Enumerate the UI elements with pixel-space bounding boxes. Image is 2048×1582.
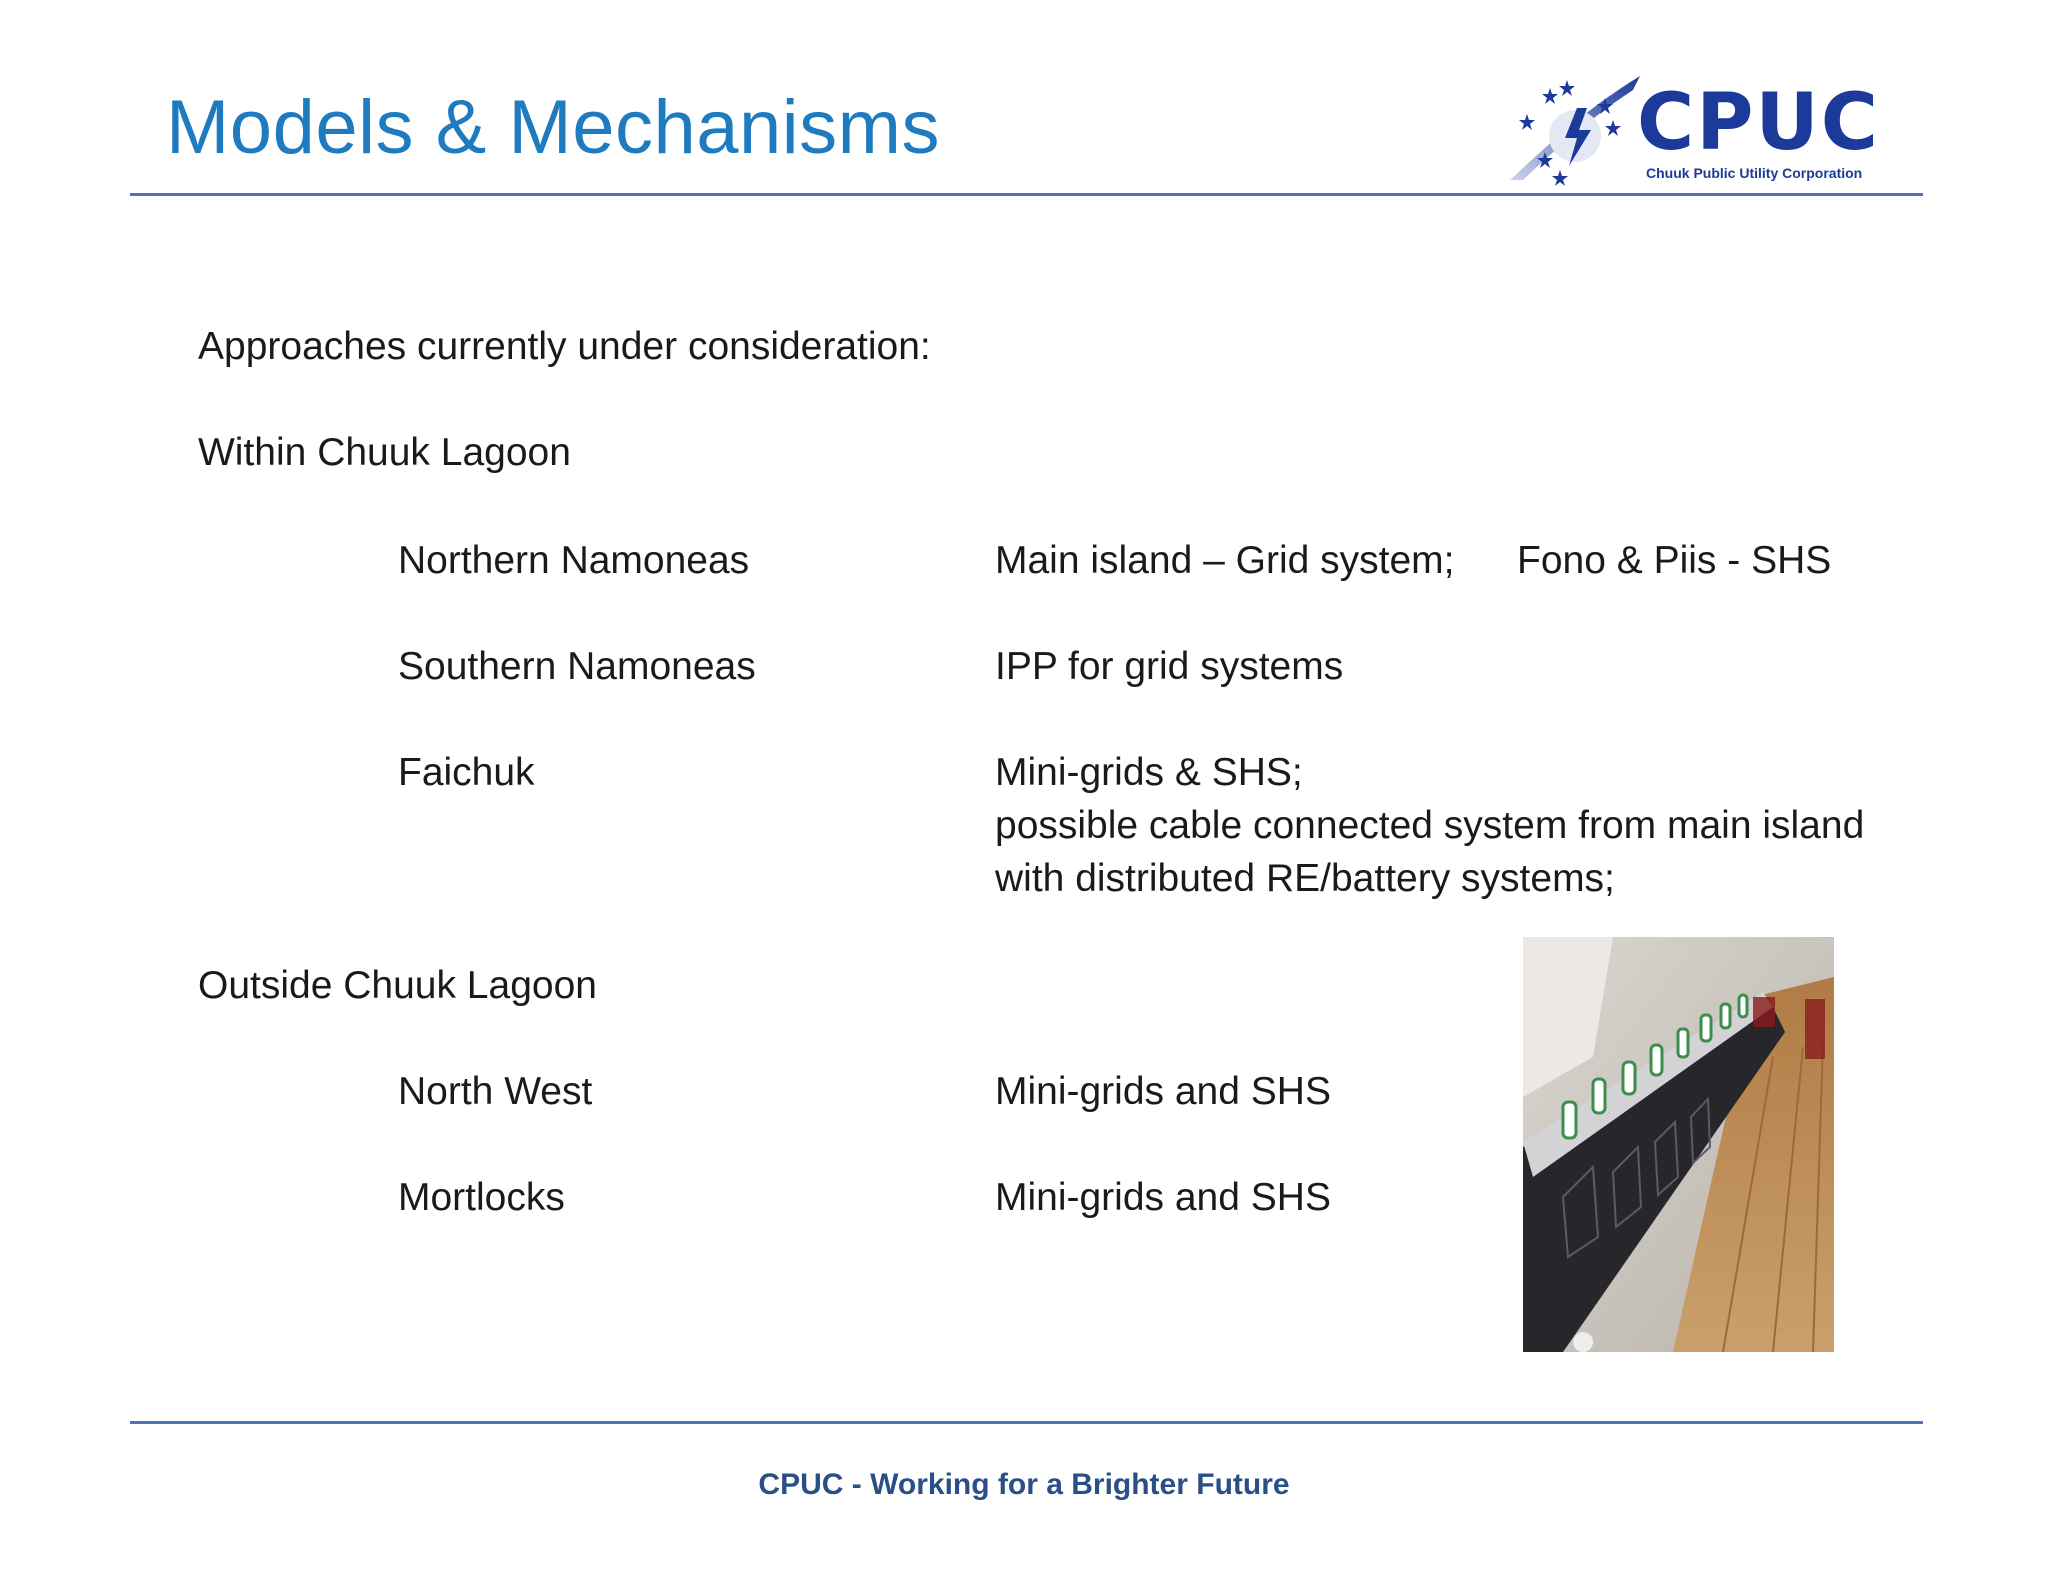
cpuc-logo — [1505, 68, 1880, 188]
footer-divider — [130, 1421, 1923, 1424]
region-southern-namoneas: Southern Namoneas — [398, 645, 756, 688]
intro-text: Approaches currently under consideration: — [198, 325, 931, 368]
approach-faichuk-line-3: with distributed RE/battery systems; — [995, 857, 1615, 900]
group-heading-outside-lagoon: Outside Chuuk Lagoon — [198, 964, 597, 1007]
region-mortlocks: Mortlocks — [398, 1176, 565, 1219]
header-divider — [130, 193, 1923, 196]
region-north-west: North West — [398, 1070, 593, 1113]
stars-and-lightning-logo-icon — [1505, 68, 1645, 188]
region-faichuk: Faichuk — [398, 751, 535, 794]
approach-northern-namoneas-extra: Fono & Piis - SHS — [1517, 539, 1832, 582]
approach-faichuk-line-2: possible cable connected system from main island — [995, 804, 1865, 847]
logo-subtitle: Chuuk Public Utility Corporation — [1646, 165, 1863, 181]
approach-mortlocks: Mini-grids and SHS — [995, 1176, 1331, 1219]
approach-northern-namoneas: Main island – Grid system; — [995, 539, 1455, 582]
group-heading-within-lagoon: Within Chuuk Lagoon — [198, 431, 571, 474]
footer — [0, 1468, 2048, 1502]
region-northern-namoneas: Northern Namoneas — [398, 539, 750, 582]
logo-wordmark: CPUC — [1637, 78, 1880, 168]
slide-title: Models & Mechanisms — [166, 85, 940, 170]
approach-north-west: Mini-grids and SHS — [995, 1070, 1331, 1113]
approach-faichuk-line-1: Mini-grids & SHS; — [995, 751, 1303, 794]
footer-tagline: Working for a Brighter Future — [870, 1468, 1290, 1501]
approach-southern-namoneas: IPP for grid systems — [995, 645, 1344, 688]
battery-bank-photo — [1523, 937, 1834, 1352]
footer-lead: CPUC - — [758, 1468, 862, 1501]
